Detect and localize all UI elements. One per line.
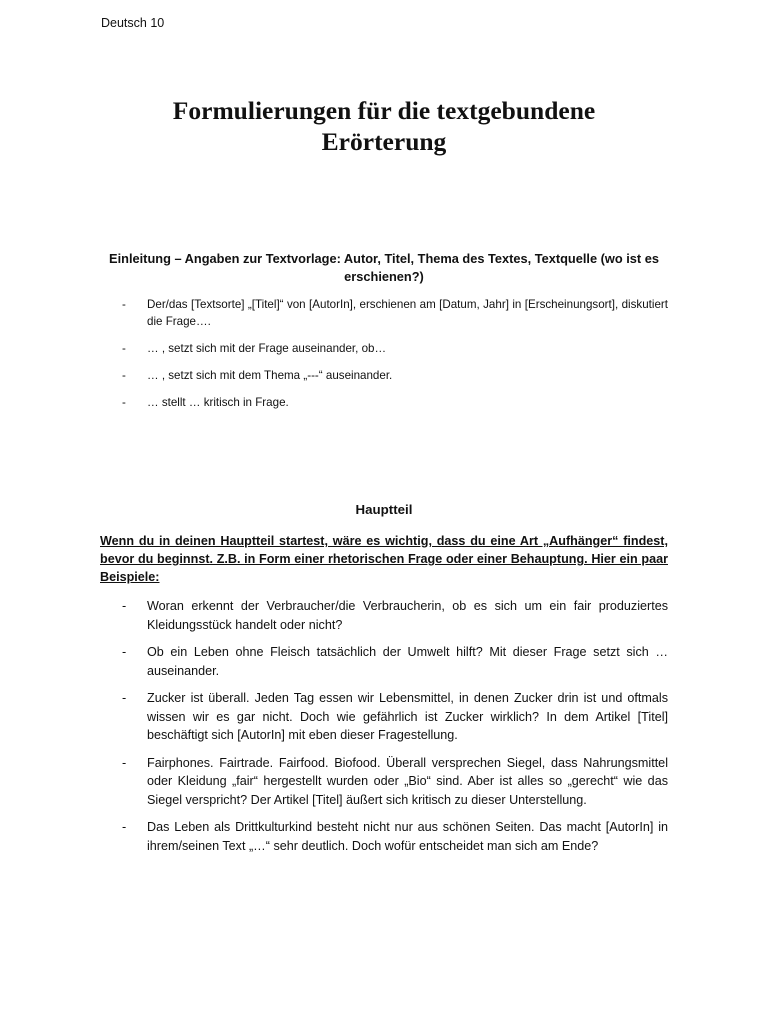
document-title-line-1: Formulierungen für die textgebundene	[172, 96, 596, 125]
document-title-line-2: Erörterung	[321, 127, 447, 156]
list-item-text: Zucker ist überall. Jeden Tag essen wir Lebensmittel, in denen Zucker drin ist und oftmals wissen wir es gar nicht. Doch wie gefährlich ist Zucker wirklich? In dem Artikel [Titel] beschäftigt sich [AutorIn] mit eben dieser Fragestellung.	[147, 691, 668, 742]
introduction-heading: Einleitung – Angaben zur Textvorlage: Autor, Titel, Thema des Textes, Textquelle (wo ist es erschienen?)	[109, 251, 659, 284]
list-item-text: … , setzt sich mit der Frage auseinander, ob…	[147, 342, 387, 355]
list-item-text: … , setzt sich mit dem Thema „---“ auseinander.	[147, 369, 393, 382]
list-item	[100, 597, 668, 634]
list-item-text: Der/das [Textsorte] „[Titel]“ von [AutorIn], erschienen am [Datum, Jahr] in [Erscheinungsort], diskutiert die Frage….	[147, 298, 668, 328]
header-label: Deutsch 10	[101, 16, 165, 30]
list-item-text: Woran erkennt der Verbraucher/die Verbraucherin, ob es sich um ein fair produziertes Kleidungsstück handelt oder nicht?	[147, 599, 668, 632]
list-item-text: Das Leben als Drittkulturkind besteht nicht nur aus schönen Seiten. Das macht [AutorIn] in ihrem/seinen Text „…“ sehr deutlich. Doch wofür entscheidet man sich am Ende?	[147, 820, 668, 853]
bullet-dash: -	[122, 298, 126, 311]
main-part-intro: Wenn du in deinen Hauptteil startest, wäre es wichtig, dass du eine Art „Aufhänger“ findest, bevor du beginnst. Z.B. in Form einer rhetorischen Frage oder einer Behauptung. Hier ein paar Beispiele:	[100, 534, 668, 584]
introduction-phrase-list	[100, 296, 668, 421]
list-item	[100, 296, 668, 330]
bullet-dash: -	[122, 369, 126, 382]
list-item-text: Ob ein Leben ohne Fleisch tatsächlich der Umwelt hilft? Mit dieser Frage setzt sich … auseinander.	[147, 645, 668, 678]
list-item	[100, 754, 668, 810]
bullet-dash: -	[122, 396, 126, 409]
bullet-dash: -	[122, 820, 127, 834]
main-part-heading: Hauptteil	[355, 502, 413, 517]
bullet-dash: -	[122, 691, 127, 705]
main-part-example-list	[100, 597, 668, 864]
list-item	[100, 689, 668, 745]
bullet-dash: -	[122, 755, 127, 770]
document-title	[100, 95, 668, 157]
bullet-dash: -	[122, 645, 127, 659]
list-item-text: … stellt … kritisch in Frage.	[147, 396, 289, 409]
list-item	[100, 818, 668, 855]
list-item-text: Fairphones. Fairtrade. Fairfood. Biofood. Überall versprechen Siegel, dass Nahrungsmittel oder Kleidung „fair“ hergestellt wurden oder „Bio“ sind. Aber ist alles so „gerecht“ wie das Siegel verspricht? Der Artikel [Titel] äußert sich kritisch zu dieser Unterstellung.	[147, 755, 668, 807]
list-item	[100, 394, 668, 411]
bullet-dash: -	[122, 342, 126, 355]
list-item	[100, 340, 668, 357]
list-item	[100, 643, 668, 680]
bullet-dash: -	[122, 599, 127, 613]
list-item	[100, 367, 668, 384]
